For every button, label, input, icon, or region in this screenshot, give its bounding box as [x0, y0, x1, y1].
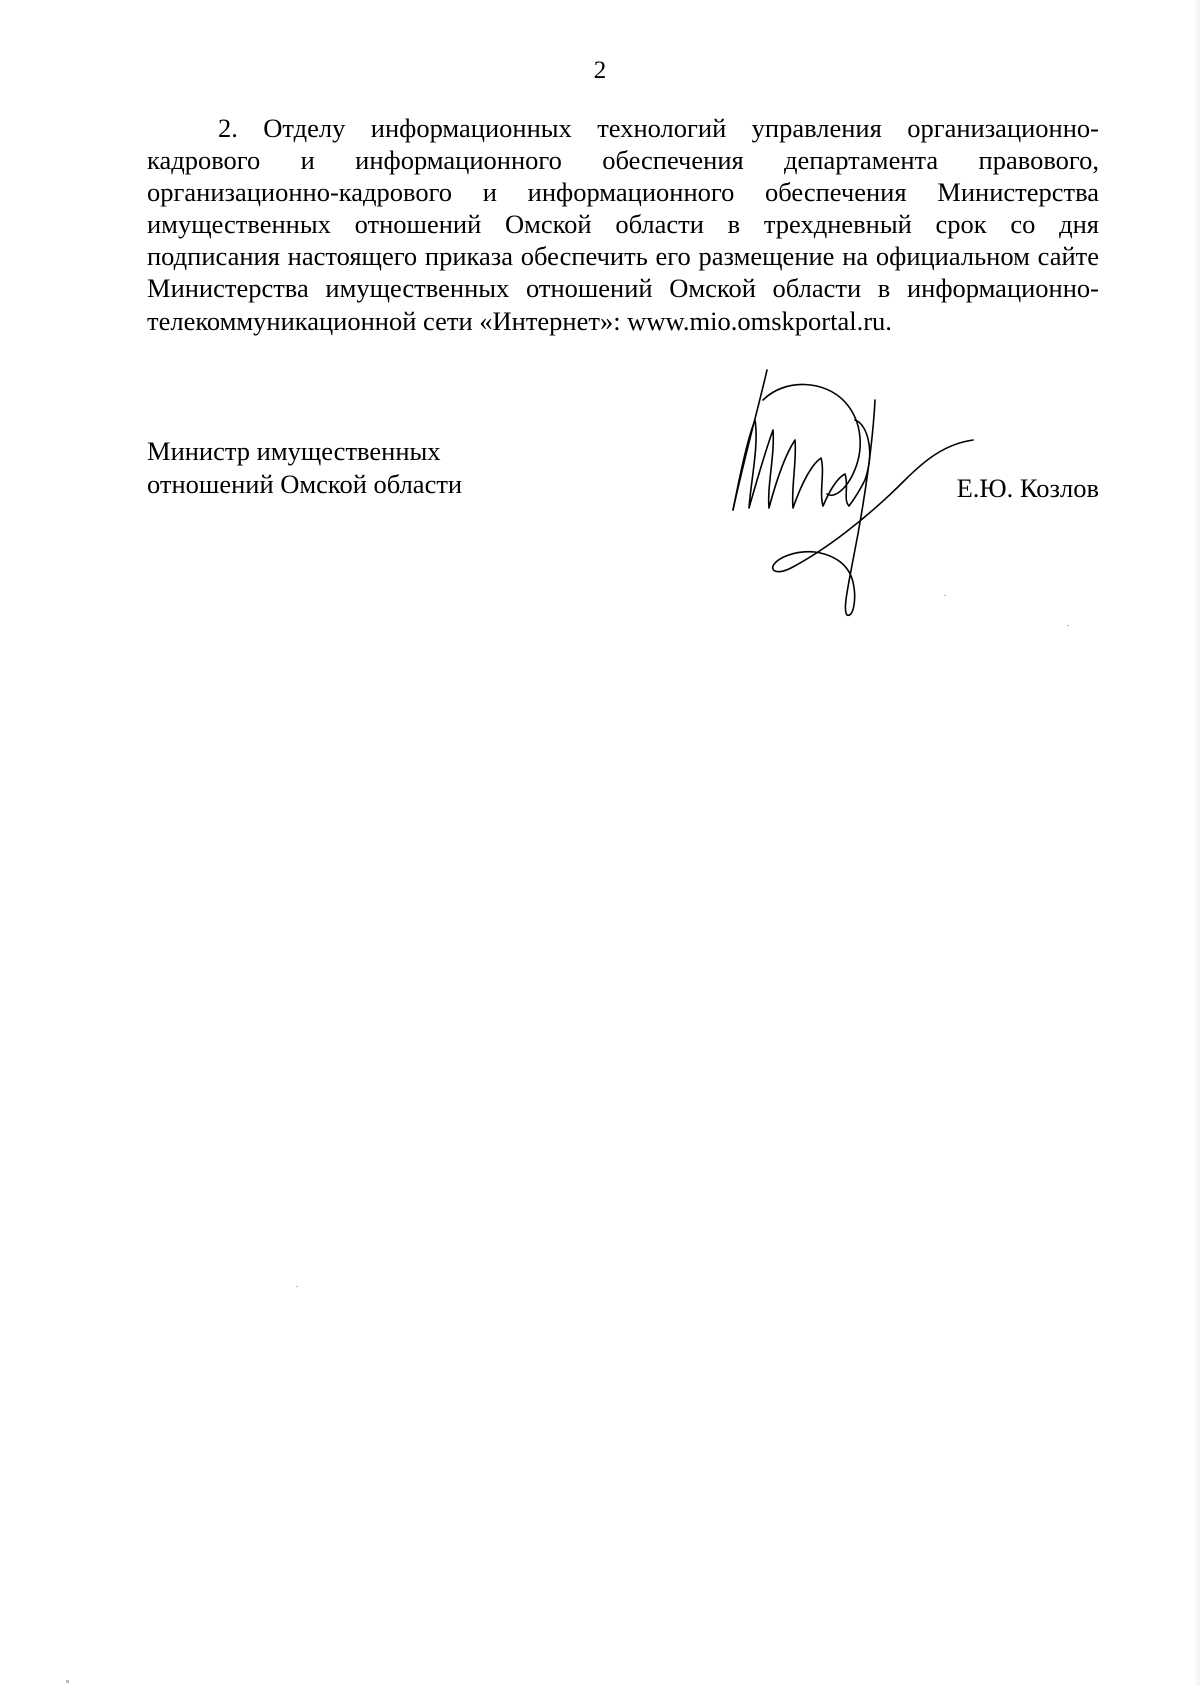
signatory-position [147, 435, 462, 501]
scan-speck [1067, 625, 1069, 626]
signatory-position-line-2: отношений Омской области [147, 469, 463, 499]
page-number: 2 [593, 57, 607, 84]
signatory-position-line-1: Министр имущественных [147, 436, 441, 466]
scan-speck [296, 1286, 298, 1287]
scan-speck [66, 1680, 69, 1683]
scan-edge-shadow [1194, 0, 1200, 1686]
signatory-name: Е.Ю. Козлов [956, 473, 1099, 503]
body-paragraph: 2. Отделу информационных технологий управления организационно-кадрового и информационного обеспечения департамента правового, организационно-кадрового и информационного обеспечения Министерства имущественных отношений Омской области в трехдневный срок со дня подписания настоящего приказа обеспечить его размещение на официальном сайте Министерства имущественных отношений Омской области в информационно-телекоммуникационной сети «Интернет»: www.mio.omskportal.ru. [147, 113, 1099, 336]
scan-speck [944, 595, 946, 596]
